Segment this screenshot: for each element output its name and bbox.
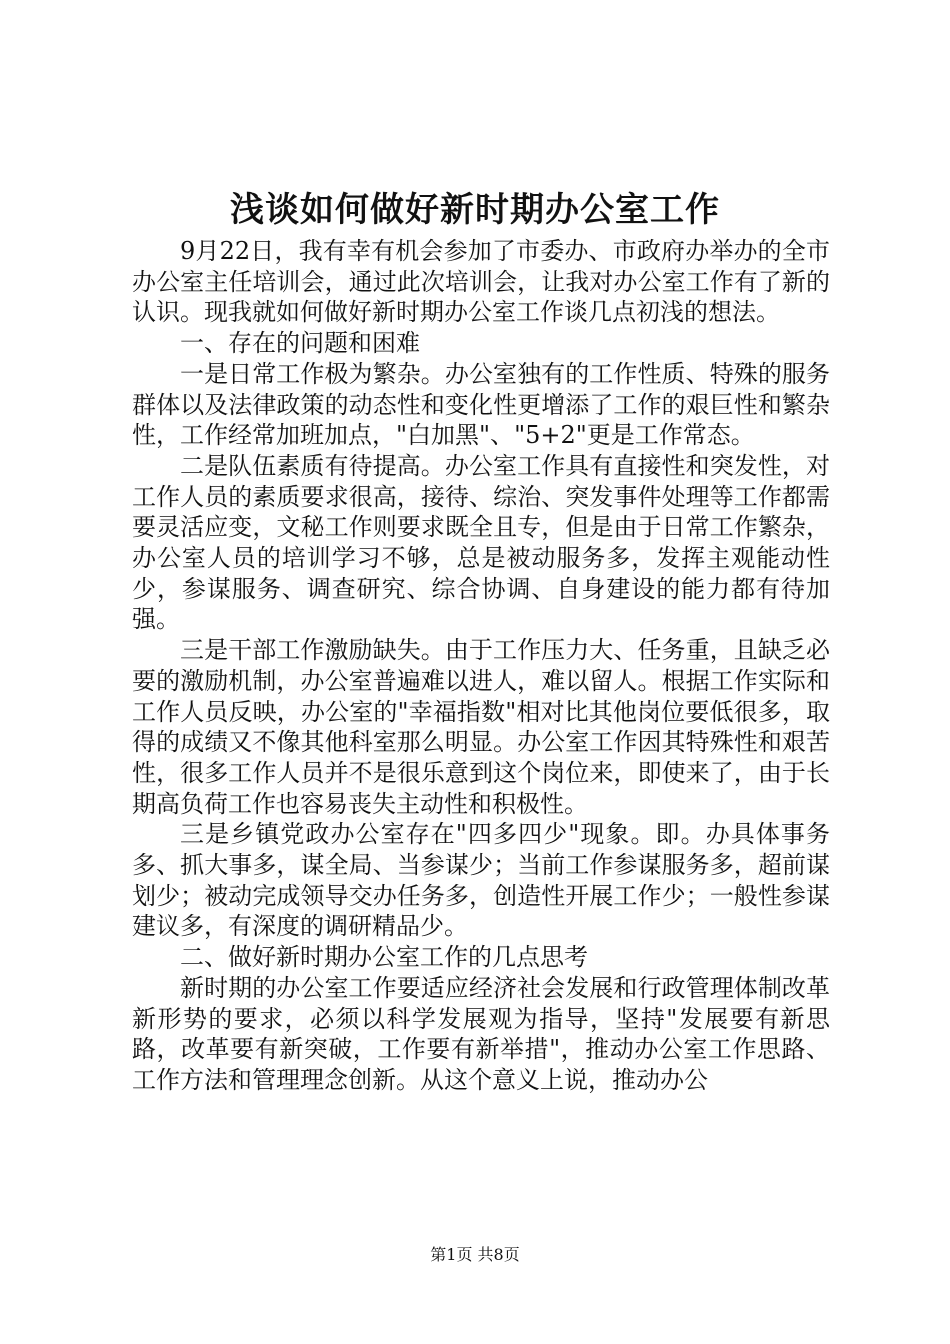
section-heading-thoughts: 二、做好新时期办公室工作的几点思考 — [180, 943, 588, 972]
document-title: 浅谈如何做好新时期办公室工作 — [230, 190, 720, 230]
paragraph-problem-3: 三是干部工作激励缺失。由于工作压力大、任务重，且缺乏必要的激励机制，办公室普遍难以进人，难以留人。根据工作实际和工作人员反映，办公室的"幸福指数"相对比其他岗位要低很多，取得的成绩又不像其他科室那么明显。办公室工作因其特殊性和艰苦性，很多工作人员并不是很乐意到这个岗位来，即使来了，由于长期高负荷工作也容易丧失主动性和积极性。 — [132, 636, 830, 818]
paragraph-problem-4: 三是乡镇党政办公室存在"四多四少"现象。即。办具体事务多、抓大事多，谋全局、当参谋少；当前工作参谋服务多，超前谋划少；被动完成领导交办任务多，创造性开展工作少；一般性参谋建议多，有深度的调研精品少。 — [132, 820, 830, 941]
paragraph-problem-1: 一是日常工作极为繁杂。办公室独有的工作性质、特殊的服务群体以及法律政策的动态性和变化性更增添了工作的艰巨性和繁杂性，工作经常加班加点，"白加黑"、"5+2"更是工作常态。 — [132, 359, 830, 450]
paragraph-intro: 9月22日，我有幸有机会参加了市委办、市政府办举办的全市办公室主任培训会，通过此次培训会，让我对办公室工作有了新的认识。现我就如何做好新时期办公室工作谈几点初浅的想法。 — [132, 237, 830, 327]
document-body — [132, 236, 830, 1096]
page-number-footer: 第1页 共8页 — [430, 1245, 520, 1264]
paragraph-thoughts-1: 新时期的办公室工作要适应经济社会发展和行政管理体制改革新形势的要求，必须以科学发展观为指导，坚持"发展要有新思路，改革要有新突破，工作要有新举措"，推动办公室工作思路、工作方法和管理理念创新。从这个意义上说，推动办公 — [132, 973, 830, 1094]
section-heading-problems: 一、存在的问题和困难 — [180, 329, 420, 358]
paragraph-problem-2: 二是队伍素质有待提高。办公室工作具有直接性和突发性，对工作人员的素质要求很高，接待、综治、突发事件处理等工作都需要灵活应变，文秘工作则要求既全且专，但是由于日常工作繁杂，办公室人员的培训学习不够，总是被动服务多，发挥主观能动性少，参谋服务、调查研究、综合协调、自身建设的能力都有待加强。 — [132, 451, 830, 634]
